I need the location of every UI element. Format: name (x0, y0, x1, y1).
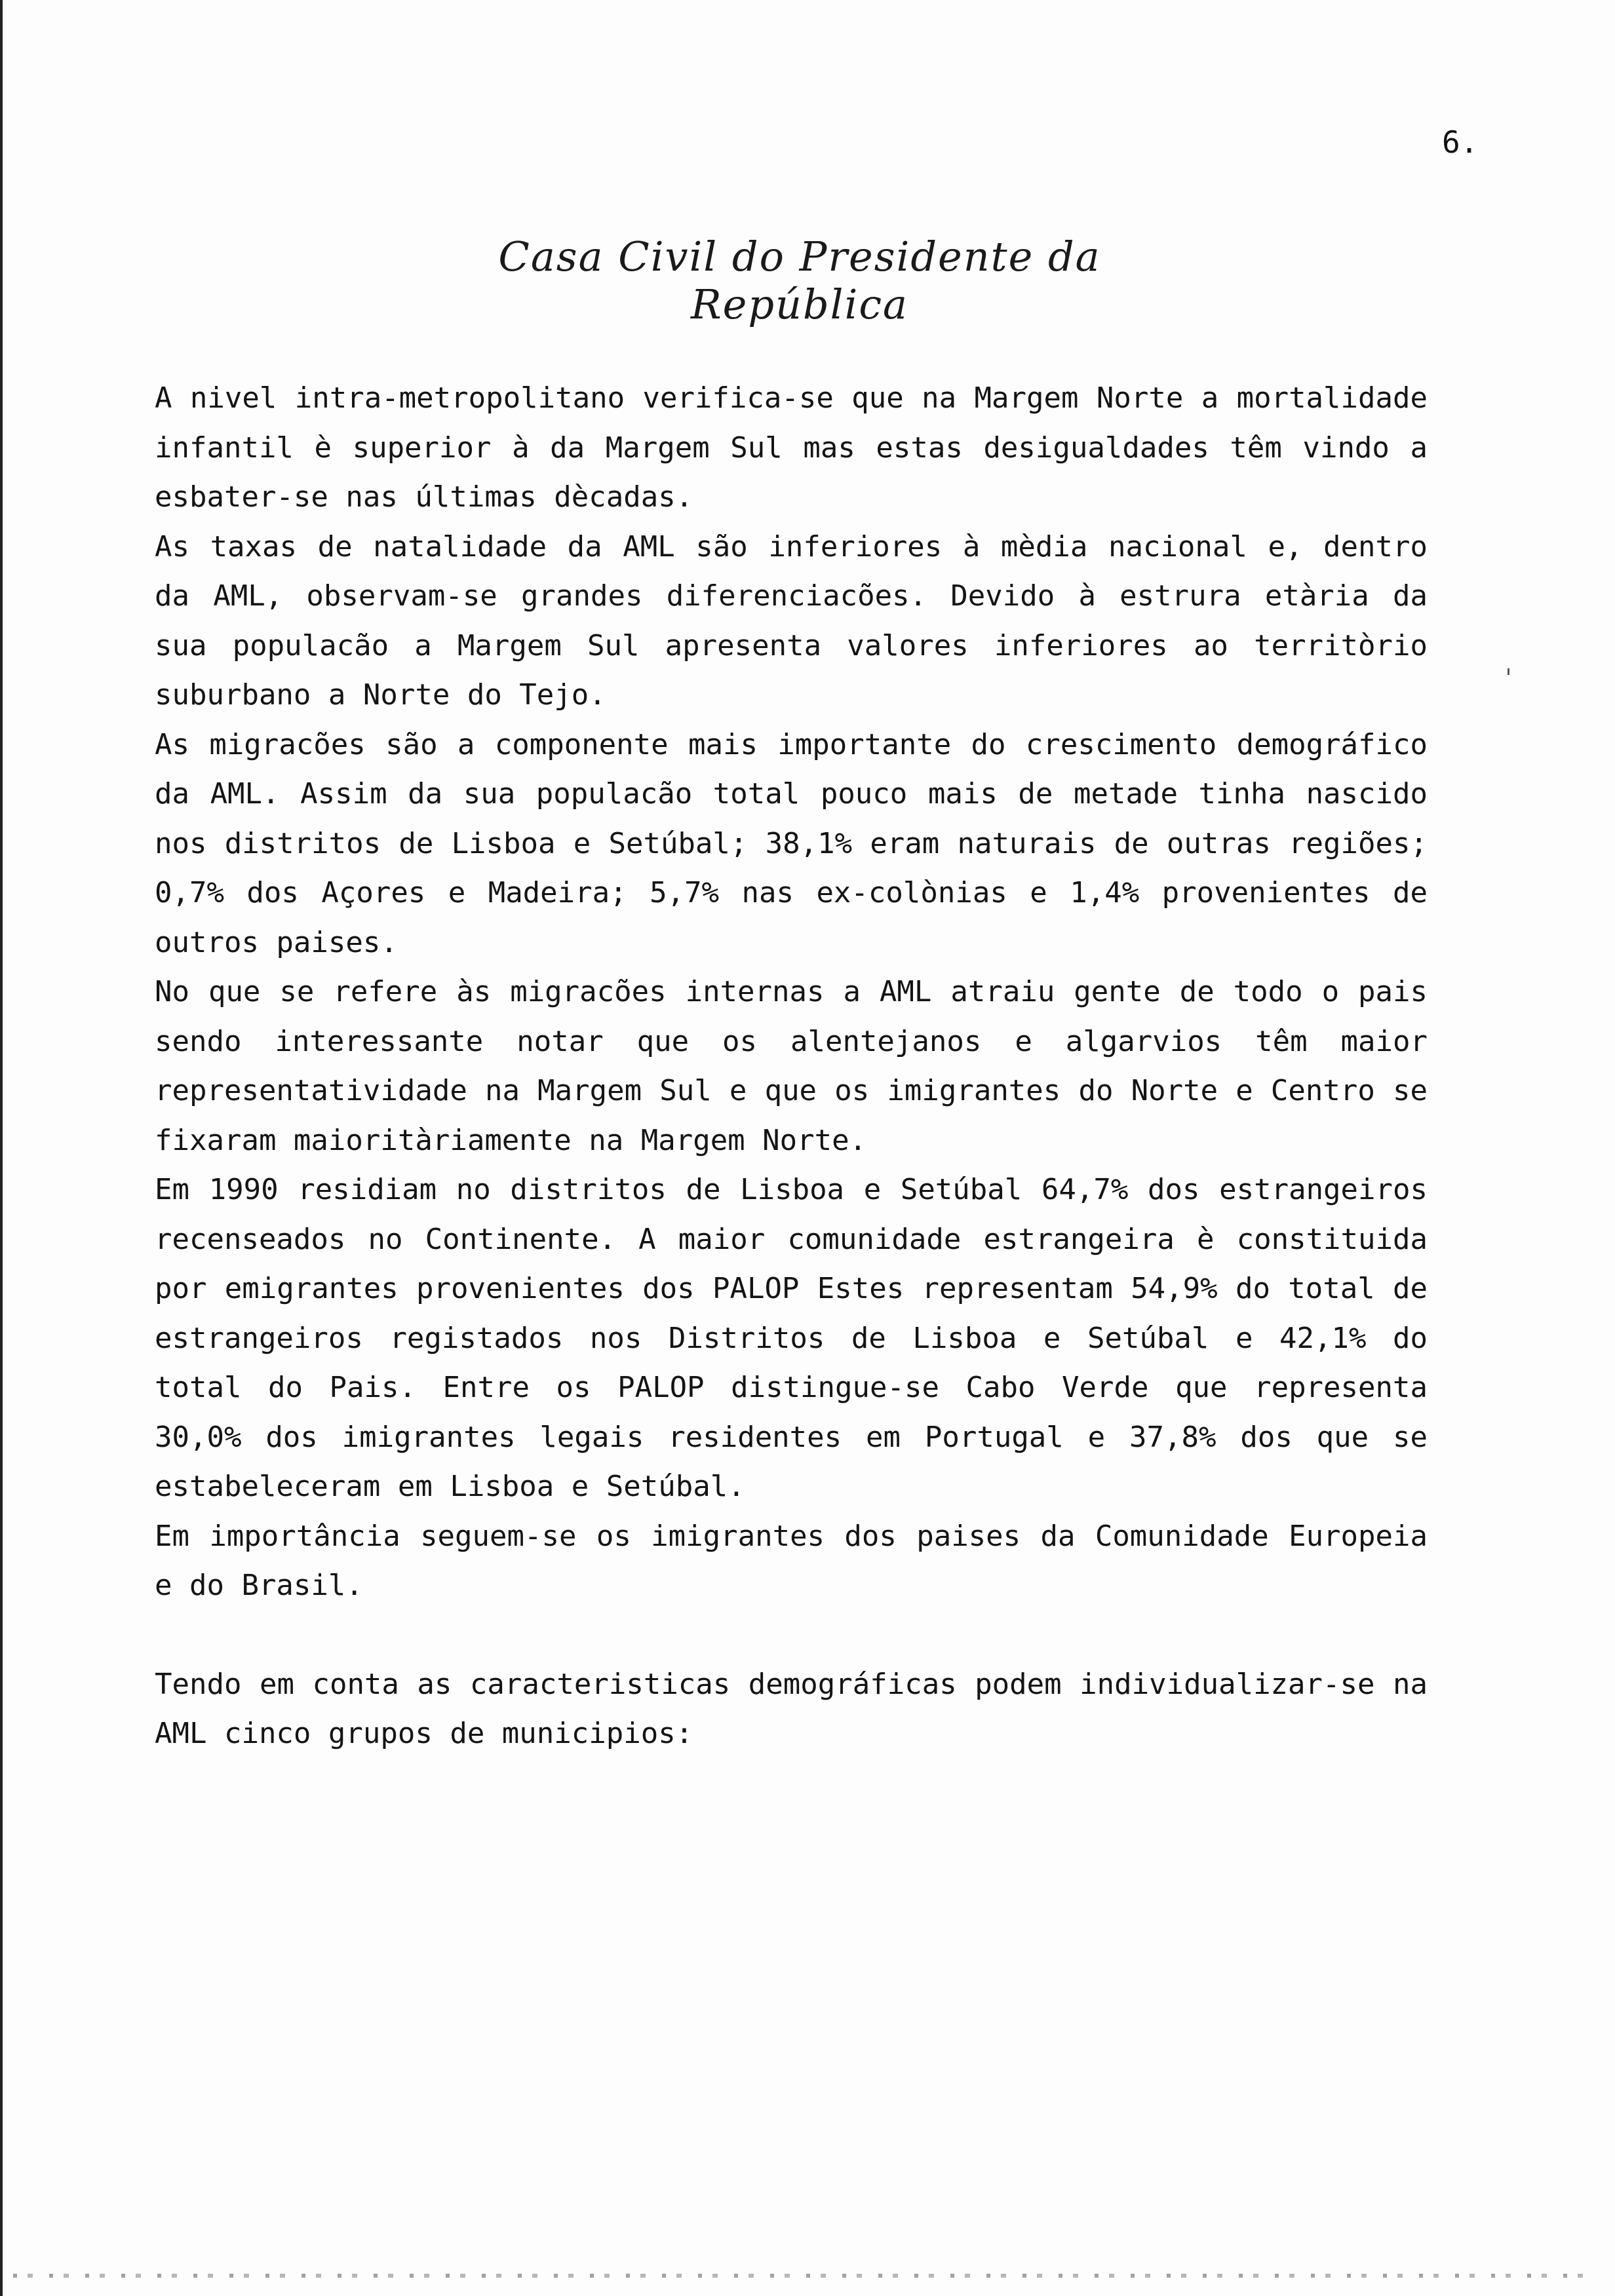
body-text (155, 373, 1428, 1759)
scan-left-edge (0, 0, 3, 2296)
letterhead: Casa Civil do Presidente da República (498, 233, 1101, 328)
scan-speck (1508, 668, 1509, 675)
paragraph-internal-migrations: No que se refere às migracões internas a AML atraiu gente de todo o pais sendo interessante notar que os alentejanos e algarvios têm maior representatividade na Margem Sul e que os imigrantes do Norte e Centro se fixaram maioritàriamente na Margem Norte. (155, 975, 1428, 1157)
paragraph-municipality-groups: Tendo em conta as caracteristicas demográficas podem individualizar-se na AML cinco grupos de municipios: (155, 1667, 1428, 1750)
paragraph-birth-rates: As taxas de natalidade da AML são inferiores à mèdia nacional e, dentro da AML, observam-se grandes diferenciacões. Devido à estrura etària da sua populacão a Margem Sul apresenta valores inferiores ao territòrio suburbano a Norte do Tejo. (155, 529, 1428, 712)
paragraph-migrations: As migracões são a componente mais importante do crescimento demográfico da AML. Assim da sua populacão total pouco mais de metade tinha nascido nos distritos de Lisboa e Setúbal; 38,1% eram naturais de outras regiões; 0,7% dos Açores e Madeira; 5,7% nas ex-colònias e 1,4% provenientes de outros paises. (155, 727, 1428, 959)
paragraph-infant-mortality: A nivel intra-metropolitano verifica-se que na Margem Norte a mortalidade infantil è superior à da Margem Sul mas estas desigualdades têm vindo a esbater-se nas últimas dècadas. (155, 381, 1428, 514)
paragraph-other-immigrants: Em importância seguem-se os imigrantes dos paises da Comunidade Europeia e do Brasil. (155, 1519, 1428, 1602)
scan-bottom-noise (13, 2274, 1599, 2278)
paragraph-foreigners-1990: Em 1990 residiam no distritos de Lisboa e Setúbal 64,7% dos estrangeiros recenseados no Continente. A maior comunidade estrangeira è constituida por emigrantes provenientes dos PALOP Estes representam 54,9% do total de estrangeiros registados nos Distritos de Lisboa e Setúbal e 42,1% do total do Pais. Entre os PALOP distingue-se Cabo Verde que representa 30,0% dos imigrantes legais residentes em Portugal e 37,8% dos que se estabeleceram em Lisboa e Setúbal. (155, 1173, 1428, 1503)
page-number: 6. (1442, 124, 1479, 160)
